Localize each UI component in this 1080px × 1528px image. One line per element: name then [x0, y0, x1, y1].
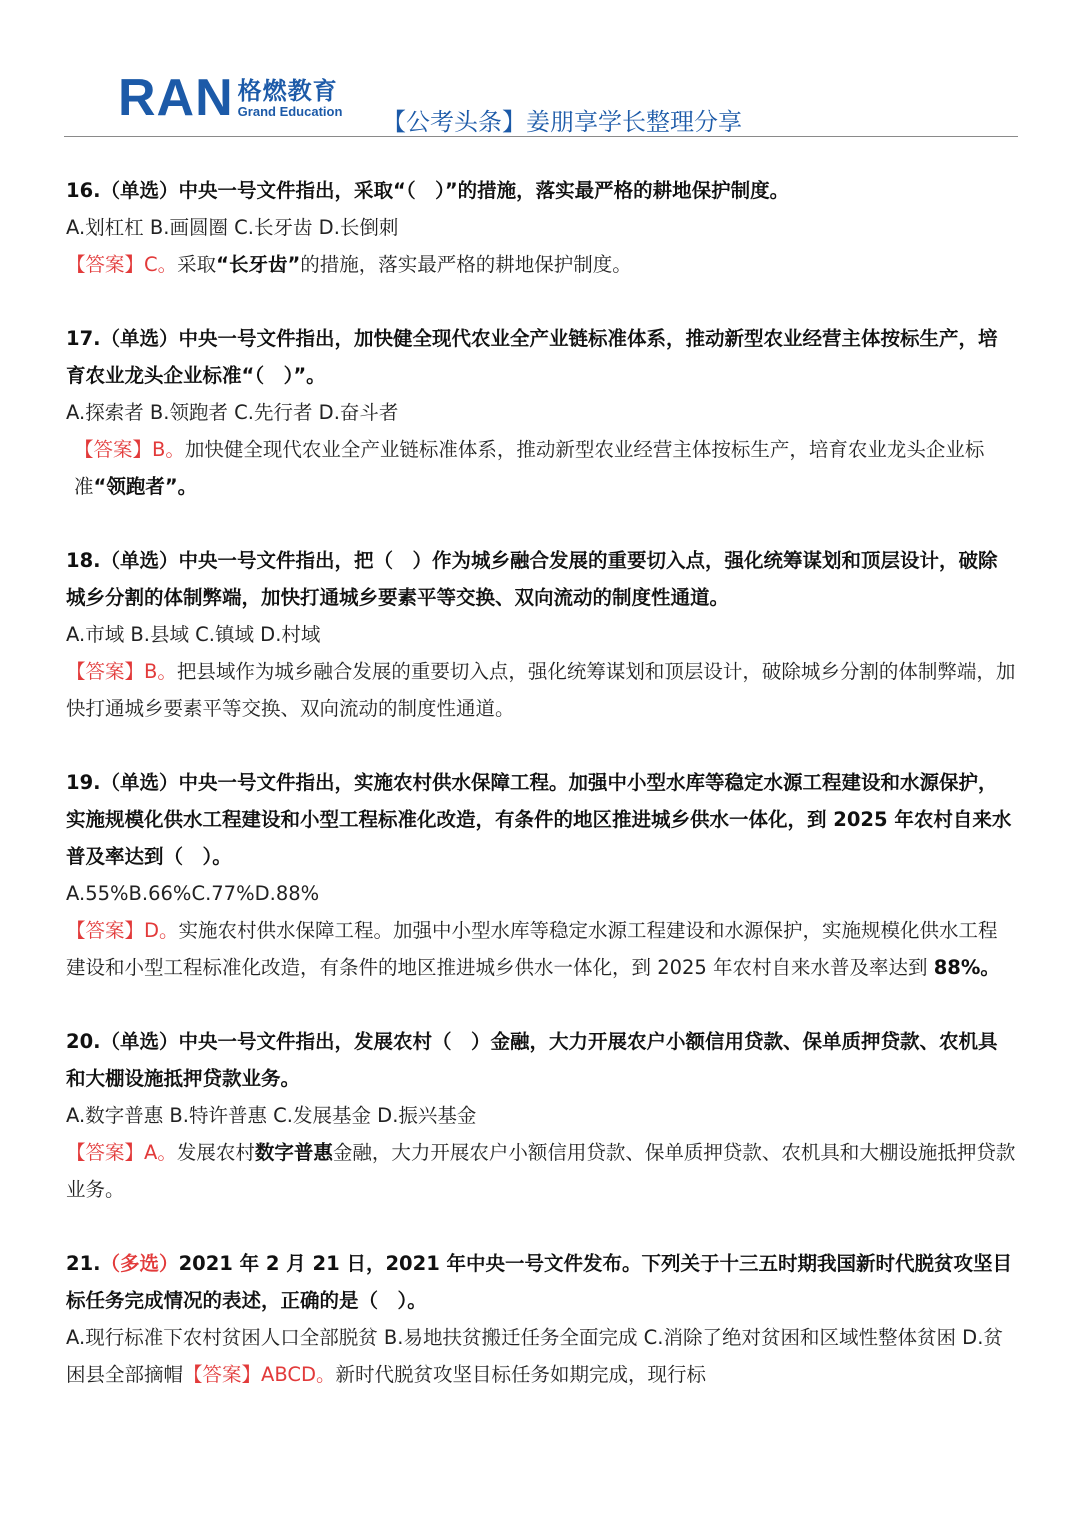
header-divider	[64, 136, 1018, 137]
answer-text: 采取	[177, 253, 217, 276]
logo-chinese-name: 格燃教育	[237, 77, 338, 105]
logo-english-name: Grand Education	[237, 104, 343, 119]
answer-text: 加快健全现代农业全产业链标准体系，推动新型农业经营主体按标生产，培育农业龙头企业标准	[74, 438, 985, 498]
question-stem: 19.（单选）中央一号文件指出，实施农村供水保障工程。加强中小型水库等稳定水源工程建设和水源保护，实施规模化供水工程建设和小型工程标准化改造，有条件的地区推进城乡供水一体化，到 2025 年农村自来水普及率达到（ ）。	[66, 771, 1012, 868]
question-options: A.探索者 B.领跑者 C.先行者 D.奋斗者	[66, 401, 399, 424]
answer-tag: 【答案】	[66, 919, 145, 942]
answer-keyword: 88%。	[933, 956, 1000, 979]
question-options-and-answer	[66, 1319, 1016, 1393]
answer-tag: 【答案】	[66, 660, 145, 683]
answer-tag: 【答案】	[183, 1363, 262, 1386]
answer-keyword: “长牙齿”	[216, 253, 301, 276]
question-answer	[66, 1134, 1016, 1208]
page-header	[0, 0, 1080, 140]
question-options: A.现行标准下农村贫困人口全部脱贫 B.易地扶贫搬迁任务全面完成 C.消除了绝对贫困和区域性整体贫困 D.贫困县全部摘帽	[66, 1326, 1003, 1386]
question-options: A.市域 B.县域 C.镇域 D.村域	[66, 623, 321, 646]
answer-text-rest: 金融，大力开展农户小额信用贷款、保单质押贷款、农机具和大棚设施抵押贷款业务。	[66, 1141, 1016, 1201]
question-stem: 20.（单选）中央一号文件指出，发展农村（ ）金融，大力开展农户小额信用贷款、保单质押贷款、农机具和大棚设施抵押贷款业务。	[66, 1030, 998, 1090]
brand-logo	[118, 69, 343, 127]
question-16	[66, 172, 1016, 283]
answer-tag: 【答案】	[74, 438, 153, 461]
question-20	[66, 1023, 1016, 1208]
question-answer	[66, 246, 1016, 283]
answer-letter: B。	[144, 660, 177, 683]
answer-tag: 【答案】	[66, 1141, 145, 1164]
question-answer	[66, 912, 1016, 986]
answer-keyword: “领跑者”。	[93, 475, 198, 498]
answer-tag: 【答案】	[66, 253, 145, 276]
question-19	[66, 764, 1016, 986]
answer-letter: ABCD。	[261, 1363, 336, 1386]
logo-text	[238, 78, 343, 120]
answer-text-rest: 的措施，落实最严格的耕地保护制度。	[300, 253, 632, 276]
question-21	[66, 1245, 1016, 1393]
answer-letter: B。	[152, 438, 185, 461]
question-17	[66, 320, 1016, 505]
question-stem	[66, 1245, 1016, 1319]
question-stem: 18.（单选）中央一号文件指出，把（ ）作为城乡融合发展的重要切入点，强化统筹谋划和顶层设计，破除城乡分割的体制弊端，加快打通城乡要素平等交换、双向流动的制度性通道。	[66, 549, 998, 609]
question-number: 21.	[66, 1252, 101, 1275]
answer-letter: A。	[144, 1141, 177, 1164]
question-stem: 16.（单选）中央一号文件指出，采取“（ ）”的措施，落实最严格的耕地保护制度。	[66, 179, 790, 202]
answer-text: 实施农村供水保障工程。加强中小型水库等稳定水源工程建设和水源保护，实施规模化供水工程建设和小型工程标准化改造，有条件的地区推进城乡供水一体化，到 2025 年农村自来水普及率达到	[66, 919, 998, 979]
question-list	[66, 172, 1016, 1430]
question-stem-text: 2021 年 2 月 21 日，2021 年中央一号文件发布。下列关于十三五时期我国新时代脱贫攻坚目标任务完成情况的表述，正确的是（ ）。	[66, 1252, 1013, 1312]
logo-mark: RAN	[118, 69, 234, 127]
answer-keyword: 数字普惠	[254, 1141, 333, 1164]
question-18	[66, 542, 1016, 727]
question-answer	[66, 653, 1016, 727]
question-options: A.55%B.66%C.77%D.88%	[66, 882, 320, 905]
answer-letter: D。	[144, 919, 179, 942]
answer-text: 发展农村	[176, 1141, 255, 1164]
answer-text: 新时代脱贫攻坚目标任务如期完成，现行标	[335, 1363, 707, 1386]
question-options: A.数字普惠 B.特许普惠 C.发展基金 D.振兴基金	[66, 1104, 477, 1127]
question-stem: 17.（单选）中央一号文件指出，加快健全现代农业全产业链标准体系，推动新型农业经营主体按标生产，培育农业龙头企业标准“（ ）”。	[66, 327, 998, 387]
answer-text: 把县域作为城乡融合发展的重要切入点，强化统筹谋划和顶层设计，破除城乡分割的体制弊端，加快打通城乡要素平等交换、双向流动的制度性通道。	[66, 660, 1016, 720]
source-credit: 【公考头条】姜朋享学长整理分享	[382, 108, 742, 136]
answer-letter: C。	[144, 253, 178, 276]
question-type: （多选）	[100, 1252, 179, 1275]
question-options: A.划杠杠 B.画圆圈 C.长牙齿 D.长倒刺	[66, 216, 399, 239]
question-answer	[66, 431, 1016, 505]
